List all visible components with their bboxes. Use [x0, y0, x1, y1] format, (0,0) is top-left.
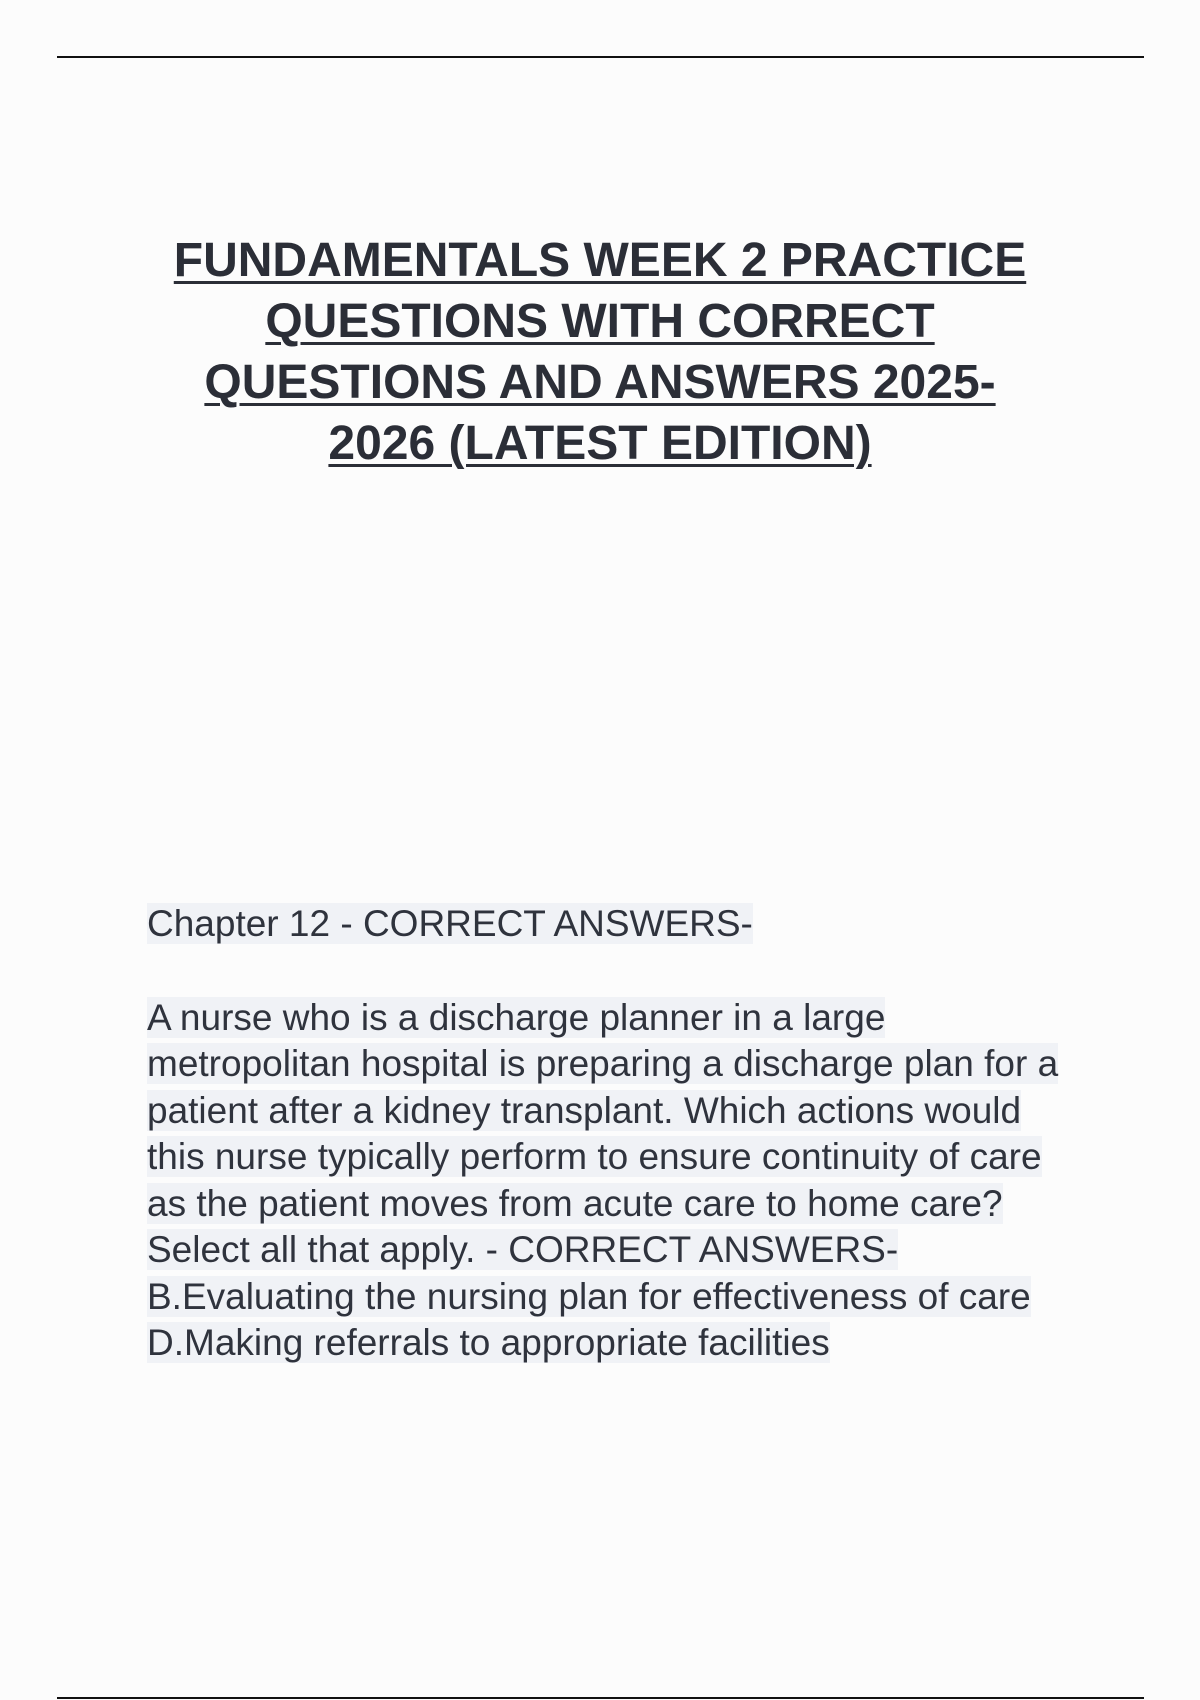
- bottom-divider: [57, 1697, 1144, 1699]
- question-block: [147, 995, 1087, 1367]
- top-divider: [57, 56, 1144, 58]
- answer-option-d: D.Making referrals to appropriate facilities: [147, 1322, 830, 1363]
- document-body: [147, 901, 1087, 1367]
- chapter-heading: [147, 901, 1087, 948]
- document-title: [160, 230, 1040, 474]
- question-text: A nurse who is a discharge planner in a large metropolitan hospital is preparing a discharge plan for a patient after a kidney transplant. Which actions would this nurse typically perform to ensure continuity of care as the patient moves from acute care to home care? Select all that apply. - CORRECT ANSWERS-B.Evaluating the nursing plan for effectiveness of care: [147, 996, 1059, 1317]
- chapter-heading-text: Chapter 12 - CORRECT ANSWERS-: [147, 903, 753, 944]
- document-title-text: FUNDAMENTALS WEEK 2 PRACTICE QUESTIONS WITH CORRECT QUESTIONS AND ANSWERS 2025-2026 (LATEST EDITION): [173, 234, 1027, 470]
